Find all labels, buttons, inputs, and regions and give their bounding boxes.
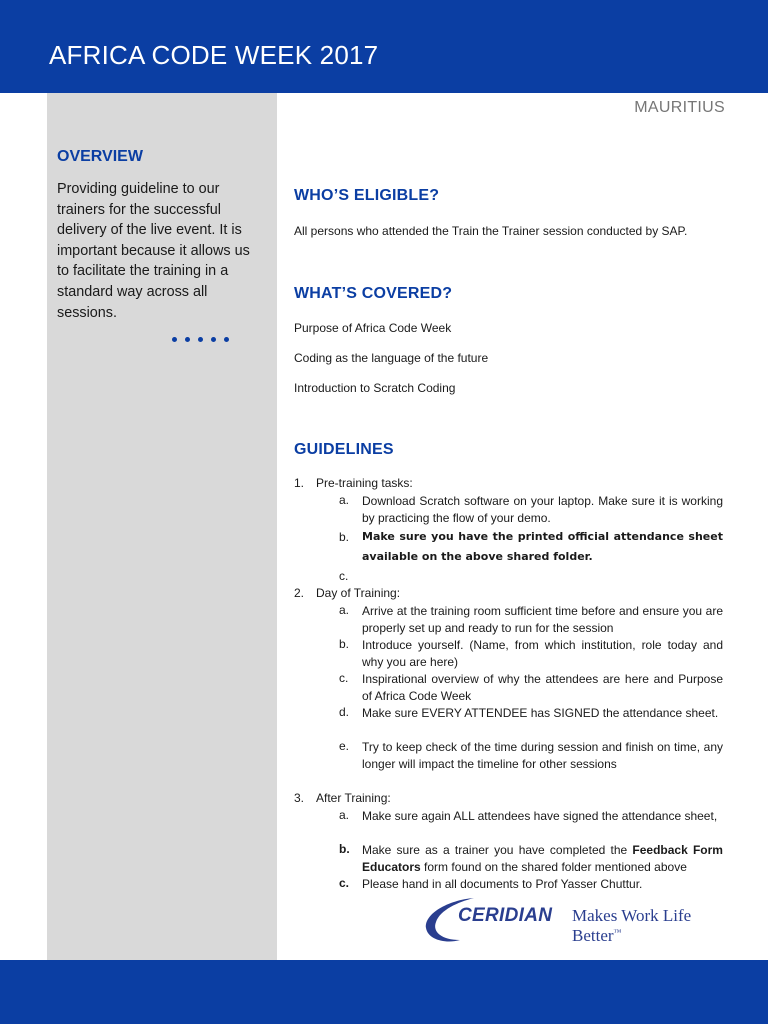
sub-letter: c. xyxy=(339,876,350,890)
logo-tagline xyxy=(572,906,740,946)
covered-heading: WHAT’S COVERED? xyxy=(294,285,453,302)
covered-item: Purpose of Africa Code Week xyxy=(294,321,452,335)
logo-wordmark: CERIDIAN xyxy=(458,905,553,926)
list-number: 2. xyxy=(294,586,305,600)
sub-item-text: Please hand in all documents to Prof Yasser Chuttur. xyxy=(362,877,643,891)
dot-icon xyxy=(224,337,229,342)
feedback-form-name: Feedback Form Educators xyxy=(362,843,723,874)
dot-icon xyxy=(172,337,177,342)
sub-letter: a. xyxy=(339,808,350,822)
footer-bar xyxy=(0,960,768,1024)
list-label: After Training: xyxy=(316,791,391,805)
list-number: 1. xyxy=(294,476,305,490)
eligible-text: All persons who attended the Train the Trainer session conducted by SAP. xyxy=(294,224,688,238)
sidebar-panel xyxy=(47,93,277,960)
sub-item-text: Introduce yourself. (Name, from which institution, role today and why you are here) xyxy=(362,638,723,669)
sub-item-text: Download Scratch software on your laptop. Make sure it is working by practicing the flow of your demo. xyxy=(362,494,723,525)
dot-icon xyxy=(211,337,216,342)
sub-item-text xyxy=(362,842,723,876)
ceridian-logo xyxy=(420,892,740,946)
trademark-mark: ™ xyxy=(613,927,622,937)
sub-letter: b. xyxy=(339,530,350,544)
sub-item-text: Arrive at the training room sufficient time before and ensure you are properly set up and ready to run for the session xyxy=(362,604,723,635)
sub-letter: d. xyxy=(339,705,350,719)
sub-item-text-end: form found on the shared folder mentioned above xyxy=(420,859,687,874)
guidelines-heading: GUIDELINES xyxy=(294,441,394,458)
sub-item-text: Make sure EVERY ATTENDEE has SIGNED the attendance sheet. xyxy=(362,706,719,720)
decorative-dots xyxy=(172,337,229,342)
sub-item-text: Make sure you have the printed official attendance sheet available on the above shared folder. xyxy=(362,530,723,563)
sub-letter: a. xyxy=(339,493,350,507)
covered-item: Coding as the language of the future xyxy=(294,351,489,365)
sub-item-text: Try to keep check of the time during session and finish on time, any longer will impact the timeline for other sessions xyxy=(362,740,723,771)
list-label: Day of Training: xyxy=(316,586,401,600)
overview-heading: OVERVIEW xyxy=(57,148,143,165)
eligible-heading: WHO’S ELIGIBLE? xyxy=(294,187,440,204)
sub-letter: a. xyxy=(339,603,350,617)
sub-letter: c. xyxy=(339,569,349,583)
list-label: Pre-training tasks: xyxy=(316,476,413,490)
list-number: 3. xyxy=(294,791,305,805)
dot-icon xyxy=(185,337,190,342)
logo-tagline-text: Makes Work Life Better xyxy=(572,906,692,945)
sub-item-text: Inspirational overview of why the attendees are here and Purpose of Africa Code Week xyxy=(362,672,723,703)
sub-letter: e. xyxy=(339,739,350,753)
covered-item: Introduction to Scratch Coding xyxy=(294,381,456,395)
header-bar xyxy=(0,0,768,93)
location-label: MAURITIUS xyxy=(634,99,725,116)
sub-letter: b. xyxy=(339,842,350,856)
sub-letter: b. xyxy=(339,637,350,651)
overview-text: Providing guideline to our trainers for the successful delivery of the live event. It is important because it allows us to facilitate the training in a standard way across all sessions. xyxy=(57,181,250,321)
dot-icon xyxy=(198,337,203,342)
page-title: AFRICA CODE WEEK 2017 xyxy=(49,40,379,70)
sub-letter: c. xyxy=(339,671,349,685)
sub-item-text-start: Make sure as a trainer you have completed the xyxy=(362,843,633,857)
sub-item-text: Make sure again ALL attendees have signed the attendance sheet, xyxy=(362,809,718,823)
